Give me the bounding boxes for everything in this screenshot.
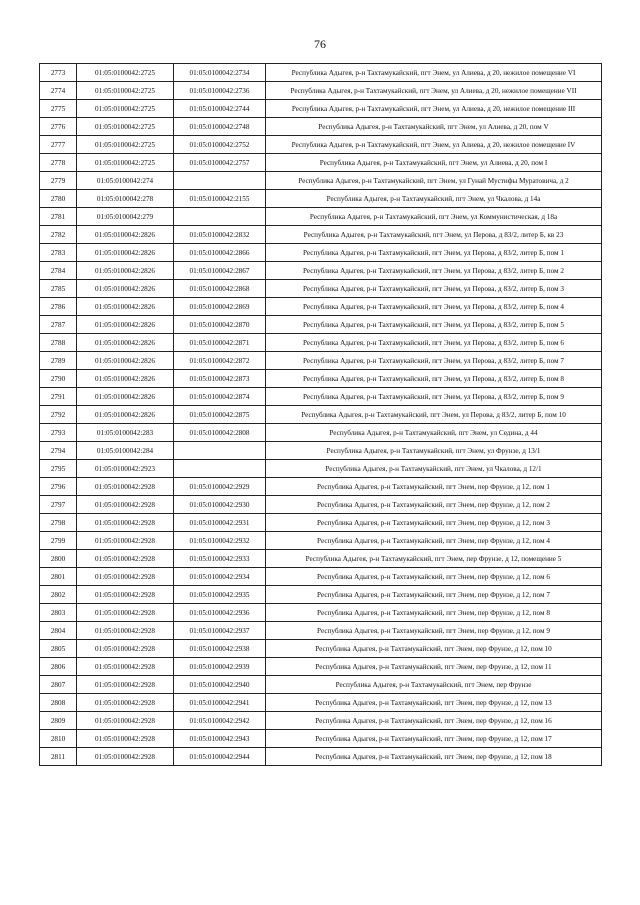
table-row xyxy=(40,694,602,712)
row-number-cell: 2810 xyxy=(40,730,77,748)
row-number-cell: 2803 xyxy=(40,604,77,622)
row-number-cell: 2786 xyxy=(40,298,77,316)
address-cell: Республика Адыгея, р-н Тахтамукайский, пгт Энем, пер Фрунзе, д 12, пом 18 xyxy=(266,748,602,766)
table-row xyxy=(40,190,602,208)
table-row xyxy=(40,100,602,118)
cadastral-number-cell: 01:05:0100042:2826 xyxy=(77,316,174,334)
table-row xyxy=(40,370,602,388)
object-cadastral-number-cell: 01:05:0100042:2943 xyxy=(174,730,266,748)
table-row xyxy=(40,388,602,406)
row-number-cell: 2777 xyxy=(40,136,77,154)
address-cell: Республика Адыгея, р-н Тахтамукайский, пгт Энем, ул Перова, д 83/2, литер Б, пом 10 xyxy=(266,406,602,424)
table-row xyxy=(40,352,602,370)
cadastral-number-cell: 01:05:0100042:2725 xyxy=(77,64,174,82)
object-cadastral-number-cell: 01:05:0100042:2155 xyxy=(174,190,266,208)
cadastral-number-cell: 01:05:0100042:2826 xyxy=(77,262,174,280)
object-cadastral-number-cell: 01:05:0100042:2736 xyxy=(174,82,266,100)
address-cell: Республика Адыгея, р-н Тахтамукайский, пгт Энем, пер Фрунзе, д 12, пом 16 xyxy=(266,712,602,730)
object-cadastral-number-cell: 01:05:0100042:2940 xyxy=(174,676,266,694)
table-row xyxy=(40,604,602,622)
table-row xyxy=(40,334,602,352)
cadastral-number-cell: 01:05:0100042:2826 xyxy=(77,334,174,352)
page-number: 76 xyxy=(314,37,326,51)
row-number-cell: 2778 xyxy=(40,154,77,172)
row-number-cell: 2802 xyxy=(40,586,77,604)
row-number-cell: 2788 xyxy=(40,334,77,352)
address-cell: Республика Адыгея, р-н Тахтамукайский, пгт Энем, ул Чкалова, д 12/1 xyxy=(266,460,602,478)
object-cadastral-number-cell: 01:05:0100042:2872 xyxy=(174,352,266,370)
table-row xyxy=(40,676,602,694)
row-number-cell: 2776 xyxy=(40,118,77,136)
object-cadastral-number-cell: 01:05:0100042:2936 xyxy=(174,604,266,622)
address-cell: Республика Адыгея, р-н Тахтамукайский, пгт Энем, пер Фрунзе, д 12, помещение 5 xyxy=(266,550,602,568)
object-cadastral-number-cell xyxy=(174,442,266,460)
address-cell: Республика Адыгея, р-н Тахтамукайский, пгт Энем, ул Алиева, д 20, пом V xyxy=(266,118,602,136)
object-cadastral-number-cell: 01:05:0100042:2929 xyxy=(174,478,266,496)
registry-table xyxy=(39,63,602,766)
address-cell: Республика Адыгея, р-н Тахтамукайский, пгт Энем, пер Фрунзе, д 12, пом 4 xyxy=(266,532,602,550)
object-cadastral-number-cell xyxy=(174,172,266,190)
object-cadastral-number-cell: 01:05:0100042:2942 xyxy=(174,712,266,730)
object-cadastral-number-cell: 01:05:0100042:2868 xyxy=(174,280,266,298)
table-row xyxy=(40,514,602,532)
table-row xyxy=(40,442,602,460)
object-cadastral-number-cell: 01:05:0100042:2871 xyxy=(174,334,266,352)
cadastral-number-cell: 01:05:0100042:2826 xyxy=(77,370,174,388)
row-number-cell: 2806 xyxy=(40,658,77,676)
object-cadastral-number-cell: 01:05:0100042:2869 xyxy=(174,298,266,316)
table-row xyxy=(40,280,602,298)
row-number-cell: 2809 xyxy=(40,712,77,730)
address-cell: Республика Адыгея, р-н Тахтамукайский, пгт Энем, ул Перова, д 83/2, литер Б, пом 1 xyxy=(266,244,602,262)
table-row xyxy=(40,730,602,748)
address-cell: Республика Адыгея, р-н Тахтамукайский, пгт Энем, ул Перова, д 83/2, литер Б, пом 8 xyxy=(266,370,602,388)
row-number-cell: 2801 xyxy=(40,568,77,586)
row-number-cell: 2805 xyxy=(40,640,77,658)
table-row xyxy=(40,532,602,550)
cadastral-number-cell: 01:05:0100042:2826 xyxy=(77,226,174,244)
cadastral-number-cell: 01:05:0100042:2826 xyxy=(77,352,174,370)
address-cell: Республика Адыгея, р-н Тахтамукайский, пгт Энем, ул Седина, д 44 xyxy=(266,424,602,442)
address-cell: Республика Адыгея, р-н Тахтамукайский, пгт Энем, ул Коммунистическая, д 18а xyxy=(266,208,602,226)
object-cadastral-number-cell: 01:05:0100042:2935 xyxy=(174,586,266,604)
table-row xyxy=(40,154,602,172)
row-number-cell: 2779 xyxy=(40,172,77,190)
row-number-cell: 2795 xyxy=(40,460,77,478)
address-cell: Республика Адыгея, р-н Тахтамукайский, пгт Энем, пер Фрунзе, д 12, пом 13 xyxy=(266,694,602,712)
table-row xyxy=(40,64,602,82)
address-cell: Республика Адыгея, р-н Тахтамукайский, пгт Энем, ул Алиева, д 20, нежилое помещение VI xyxy=(266,64,602,82)
cadastral-number-cell: 01:05:0100042:2928 xyxy=(77,514,174,532)
object-cadastral-number-cell: 01:05:0100042:2875 xyxy=(174,406,266,424)
object-cadastral-number-cell: 01:05:0100042:2832 xyxy=(174,226,266,244)
object-cadastral-number-cell: 01:05:0100042:2752 xyxy=(174,136,266,154)
row-number-cell: 2774 xyxy=(40,82,77,100)
address-cell: Республика Адыгея, р-н Тахтамукайский, пгт Энем, ул Чкалова, д 14а xyxy=(266,190,602,208)
row-number-cell: 2789 xyxy=(40,352,77,370)
cadastral-number-cell: 01:05:0100042:2928 xyxy=(77,730,174,748)
cadastral-number-cell: 01:05:0100042:2725 xyxy=(77,100,174,118)
table-row xyxy=(40,406,602,424)
row-number-cell: 2808 xyxy=(40,694,77,712)
address-cell: Республика Адыгея, р-н Тахтамукайский, пгт Энем, ул Алиева, д 20, нежилое помещение IV xyxy=(266,136,602,154)
row-number-cell: 2773 xyxy=(40,64,77,82)
address-cell: Республика Адыгея, р-н Тахтамукайский, пгт Энем, пер Фрунзе, д 12, пом 2 xyxy=(266,496,602,514)
address-cell: Республика Адыгея, р-н Тахтамукайский, пгт Энем, пер Фрунзе, д 12, пом 11 xyxy=(266,658,602,676)
cadastral-number-cell: 01:05:0100042:2928 xyxy=(77,694,174,712)
row-number-cell: 2807 xyxy=(40,676,77,694)
object-cadastral-number-cell: 01:05:0100042:2941 xyxy=(174,694,266,712)
address-cell: Республика Адыгея, р-н Тахтамукайский, пгт Энем, пер Фрунзе, д 12, пом 17 xyxy=(266,730,602,748)
cadastral-number-cell: 01:05:0100042:2826 xyxy=(77,388,174,406)
table-row xyxy=(40,118,602,136)
table-row xyxy=(40,586,602,604)
table-row xyxy=(40,658,602,676)
cadastral-number-cell: 01:05:0100042:2928 xyxy=(77,622,174,640)
cadastral-number-cell: 01:05:0100042:284 xyxy=(77,442,174,460)
table-row xyxy=(40,172,602,190)
row-number-cell: 2782 xyxy=(40,226,77,244)
object-cadastral-number-cell: 01:05:0100042:2874 xyxy=(174,388,266,406)
cadastral-number-cell: 01:05:0100042:2725 xyxy=(77,82,174,100)
cadastral-number-cell: 01:05:0100042:2928 xyxy=(77,550,174,568)
address-cell: Республика Адыгея, р-н Тахтамукайский, пгт Энем, ул Перова, д 83/2, литер Б, пом 3 xyxy=(266,280,602,298)
object-cadastral-number-cell: 01:05:0100042:2757 xyxy=(174,154,266,172)
table-row xyxy=(40,208,602,226)
row-number-cell: 2781 xyxy=(40,208,77,226)
object-cadastral-number-cell: 01:05:0100042:2932 xyxy=(174,532,266,550)
cadastral-number-cell: 01:05:0100042:278 xyxy=(77,190,174,208)
cadastral-number-cell: 01:05:0100042:2928 xyxy=(77,604,174,622)
object-cadastral-number-cell: 01:05:0100042:2808 xyxy=(174,424,266,442)
row-number-cell: 2797 xyxy=(40,496,77,514)
table-row xyxy=(40,478,602,496)
object-cadastral-number-cell: 01:05:0100042:2866 xyxy=(174,244,266,262)
cadastral-number-cell: 01:05:0100042:283 xyxy=(77,424,174,442)
row-number-cell: 2804 xyxy=(40,622,77,640)
cadastral-number-cell: 01:05:0100042:2725 xyxy=(77,118,174,136)
address-cell: Республика Адыгея, р-н Тахтамукайский, пгт Энем, ул Перова, д 83/2, литер Б, пом 6 xyxy=(266,334,602,352)
object-cadastral-number-cell: 01:05:0100042:2734 xyxy=(174,64,266,82)
row-number-cell: 2780 xyxy=(40,190,77,208)
address-cell: Республика Адыгея, р-н Тахтамукайский, пгт Энем, ул Перова, д 83/2, литер Б, пом 4 xyxy=(266,298,602,316)
row-number-cell: 2787 xyxy=(40,316,77,334)
cadastral-number-cell: 01:05:0100042:2928 xyxy=(77,712,174,730)
address-cell: Республика Адыгея, р-н Тахтамукайский, пгт Энем, пер Фрунзе, д 12, пом 10 xyxy=(266,640,602,658)
object-cadastral-number-cell xyxy=(174,208,266,226)
cadastral-number-cell: 01:05:0100042:2826 xyxy=(77,244,174,262)
address-cell: Республика Адыгея, р-н Тахтамукайский, пгт Энем, ул Перова, д 83/2, литер Б, пом 9 xyxy=(266,388,602,406)
address-cell: Республика Адыгея, р-н Тахтамукайский, пгт Энем, ул Перова, д 83/2, литер Б, кв 23 xyxy=(266,226,602,244)
address-cell: Республика Адыгея, р-н Тахтамукайский, пгт Энем, ул Алиева, д 20, нежилое помещение VII xyxy=(266,82,602,100)
table-row xyxy=(40,424,602,442)
cadastral-number-cell: 01:05:0100042:2928 xyxy=(77,532,174,550)
object-cadastral-number-cell: 01:05:0100042:2930 xyxy=(174,496,266,514)
object-cadastral-number-cell: 01:05:0100042:2873 xyxy=(174,370,266,388)
row-number-cell: 2799 xyxy=(40,532,77,550)
address-cell: Республика Адыгея, р-н Тахтамукайский, пгт Энем, ул Алиева, д 20, пом I xyxy=(266,154,602,172)
table-row xyxy=(40,316,602,334)
table-row xyxy=(40,298,602,316)
row-number-cell: 2775 xyxy=(40,100,77,118)
cadastral-number-cell: 01:05:0100042:2928 xyxy=(77,640,174,658)
address-cell: Республика Адыгея, р-н Тахтамукайский, пгт Энем, ул Фрунзе, д 13/1 xyxy=(266,442,602,460)
cadastral-number-cell: 01:05:0100042:2928 xyxy=(77,748,174,766)
address-cell: Республика Адыгея, р-н Тахтамукайский, пгт Энем, пер Фрунзе, д 12, пом 1 xyxy=(266,478,602,496)
object-cadastral-number-cell: 01:05:0100042:2744 xyxy=(174,100,266,118)
object-cadastral-number-cell: 01:05:0100042:2939 xyxy=(174,658,266,676)
address-cell: Республика Адыгея, р-н Тахтамукайский, пгт Энем, пер Фрунзе, д 12, пом 9 xyxy=(266,622,602,640)
address-cell: Республика Адыгея, р-н Тахтамукайский, пгт Энем, пер Фрунзе, д 12, пом 3 xyxy=(266,514,602,532)
table-row xyxy=(40,568,602,586)
cadastral-number-cell: 01:05:0100042:2928 xyxy=(77,586,174,604)
table-row xyxy=(40,748,602,766)
table-row xyxy=(40,136,602,154)
table-row xyxy=(40,262,602,280)
cadastral-number-cell: 01:05:0100042:2928 xyxy=(77,478,174,496)
row-number-cell: 2793 xyxy=(40,424,77,442)
registry-table-body xyxy=(40,64,602,766)
cadastral-number-cell: 01:05:0100042:2928 xyxy=(77,496,174,514)
cadastral-number-cell: 01:05:0100042:2725 xyxy=(77,136,174,154)
cadastral-number-cell: 01:05:0100042:2928 xyxy=(77,676,174,694)
table-row xyxy=(40,496,602,514)
cadastral-number-cell: 01:05:0100042:279 xyxy=(77,208,174,226)
row-number-cell: 2800 xyxy=(40,550,77,568)
address-cell: Республика Адыгея, р-н Тахтамукайский, пгт Энем, пер Фрунзе, д 12, пом 6 xyxy=(266,568,602,586)
cadastral-number-cell: 01:05:0100042:2725 xyxy=(77,154,174,172)
row-number-cell: 2798 xyxy=(40,514,77,532)
cadastral-number-cell: 01:05:0100042:274 xyxy=(77,172,174,190)
cadastral-number-cell: 01:05:0100042:2928 xyxy=(77,568,174,586)
object-cadastral-number-cell: 01:05:0100042:2933 xyxy=(174,550,266,568)
table-row xyxy=(40,226,602,244)
row-number-cell: 2791 xyxy=(40,388,77,406)
cadastral-number-cell: 01:05:0100042:2826 xyxy=(77,280,174,298)
object-cadastral-number-cell: 01:05:0100042:2870 xyxy=(174,316,266,334)
row-number-cell: 2794 xyxy=(40,442,77,460)
object-cadastral-number-cell: 01:05:0100042:2934 xyxy=(174,568,266,586)
object-cadastral-number-cell: 01:05:0100042:2867 xyxy=(174,262,266,280)
address-cell: Республика Адыгея, р-н Тахтамукайский, пгт Энем, пер Фрунзе xyxy=(266,676,602,694)
address-cell: Республика Адыгея, р-н Тахтамукайский, пгт Энем, пер Фрунзе, д 12, пом 7 xyxy=(266,586,602,604)
object-cadastral-number-cell xyxy=(174,460,266,478)
cadastral-number-cell: 01:05:0100042:2928 xyxy=(77,658,174,676)
row-number-cell: 2811 xyxy=(40,748,77,766)
object-cadastral-number-cell: 01:05:0100042:2748 xyxy=(174,118,266,136)
cadastral-number-cell: 01:05:0100042:2923 xyxy=(77,460,174,478)
table-row xyxy=(40,712,602,730)
table-row xyxy=(40,82,602,100)
cadastral-number-cell: 01:05:0100042:2826 xyxy=(77,298,174,316)
address-cell: Республика Адыгея, р-н Тахтамукайский, пгт Энем, ул Перова, д 83/2, литер Б, пом 5 xyxy=(266,316,602,334)
object-cadastral-number-cell: 01:05:0100042:2937 xyxy=(174,622,266,640)
object-cadastral-number-cell: 01:05:0100042:2938 xyxy=(174,640,266,658)
table-row xyxy=(40,550,602,568)
address-cell: Республика Адыгея, р-н Тахтамукайский, пгт Энем, ул Перова, д 83/2, литер Б, пом 2 xyxy=(266,262,602,280)
row-number-cell: 2796 xyxy=(40,478,77,496)
object-cadastral-number-cell: 01:05:0100042:2931 xyxy=(174,514,266,532)
object-cadastral-number-cell: 01:05:0100042:2944 xyxy=(174,748,266,766)
address-cell: Республика Адыгея, р-н Тахтамукайский, пгт Энем, ул Гунай Мустифы Муратовича, д 2 xyxy=(266,172,602,190)
table-row xyxy=(40,640,602,658)
row-number-cell: 2784 xyxy=(40,262,77,280)
row-number-cell: 2792 xyxy=(40,406,77,424)
table-row xyxy=(40,460,602,478)
row-number-cell: 2783 xyxy=(40,244,77,262)
address-cell: Республика Адыгея, р-н Тахтамукайский, пгт Энем, пер Фрунзе, д 12, пом 8 xyxy=(266,604,602,622)
cadastral-number-cell: 01:05:0100042:2826 xyxy=(77,406,174,424)
row-number-cell: 2785 xyxy=(40,280,77,298)
address-cell: Республика Адыгея, р-н Тахтамукайский, пгт Энем, ул Алиева, д 20, нежилое помещение III xyxy=(266,100,602,118)
table-row xyxy=(40,244,602,262)
row-number-cell: 2790 xyxy=(40,370,77,388)
table-row xyxy=(40,622,602,640)
address-cell: Республика Адыгея, р-н Тахтамукайский, пгт Энем, ул Перова, д 83/2, литер Б, пом 7 xyxy=(266,352,602,370)
